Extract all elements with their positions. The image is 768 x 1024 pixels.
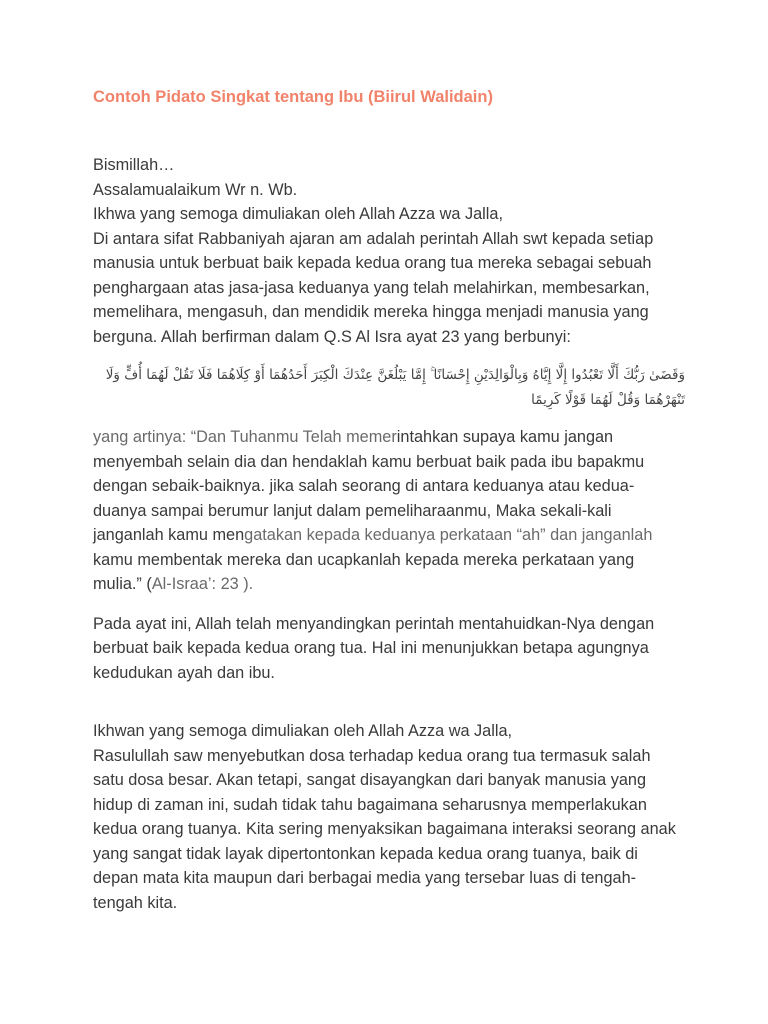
verse-translation [93,425,683,597]
document-page [93,86,683,915]
ayat-explanation-paragraph: Pada ayat ini, Allah telah menyandingkan perintah mentahuidkan-Nya dengan berbuat baik kepada kedua orang tua. Hal ini menunjukkan betapa agungnya kedudukan ayah dan ibu. [93,614,655,682]
closing-greeting: Ikhwan yang semoga dimuliakan oleh Allah Azza wa Jalla, [93,722,513,740]
arabic-verse: وَقَضَىٰ رَبُّكَ أَلَّا تَعْبُدُوا إِلَّا إِيَّاهُ وَبِالْوَالِدَيْنِ إِحْسَانًا ۚ إِمَّا يَبْلُغَنَّ عِنْدَكَ الْكِبَرَ أَحَدُهُمَا أَوْ كِلَاهُمَا فَلَا تَقُلْ لَهُمَا أُفٍّ وَلَا تَنْهَرْهُمَا وَقُلْ لَهُمَا قَوْلًا كَرِيمًا [105,367,685,408]
greeting-ikhwa: Ikhwa yang semoga dimuliakan oleh Allah Azza wa Jalla, [93,205,503,223]
greeting-bismillah: Bismillah… [93,156,175,174]
translation-part-2: intahkan supaya kamu jangan menyembah selain dia dan hendaklah kamu berbuat baik pada ibu bapakmu dengan sebaik-baiknya. jika salah seorang di antara keduanya atau kedua-duanya sampai berumur lanjut dalam pemeliharaanmu, Maka sekali-kali janganlah kamu men [93,428,645,544]
translation-part-1: yang artinya: “Dan Tuhanmu Telah memer [93,428,397,446]
closing-paragraph: Rasulullah saw menyebutkan dosa terhadap kedua orang tua termasuk salah satu dosa besar. Akan tetapi, sangat disayangkan dari banyak manusia yang hidup di zaman ini, sudah tidak tahu bagaimana seharusnya memperlakukan kedua orang tuanya. Kita sering menyaksikan bagaimana interaksi seorang anak yang sangat tidak layak dipertontonkan kepada kedua orang tuanya, baik di depan mata kita maupun dari berbagai media yang tersebar luas di tengah-tengah kita. [93,746,676,912]
translation-part-5: Al-Israa’: 23 ). [151,575,254,593]
intro-paragraph: Di antara sifat Rabbaniyah ajaran am adalah perintah Allah swt kepada setiap manusia untuk berbuat baik kepada kedua orang tua mereka sebagai sebuah penghargaan atas jasa-jasa keduanya yang telah melahirkan, membesarkan, memelihara, mengasuh, dan mendidik mereka hingga menjadi manusia yang berguna. Allah berfirman dalam Q.S Al Isra ayat 23 yang berbunyi: [93,229,654,346]
opening-section [93,153,683,349]
greeting-salam: Assalamualaikum Wr n. Wb. [93,180,298,199]
translation-part-3: gatakan kepada keduanya perkataan “ah” dan janganlah [244,526,653,544]
document-title: Contoh Pidato Singkat tentang Ibu (Biirul Walidain) [93,88,493,106]
closing-section [93,719,683,915]
translation-part-4: kamu membentak mereka dan ucapkanlah kepada mereka perkataan yang mulia.” ( [93,550,635,593]
